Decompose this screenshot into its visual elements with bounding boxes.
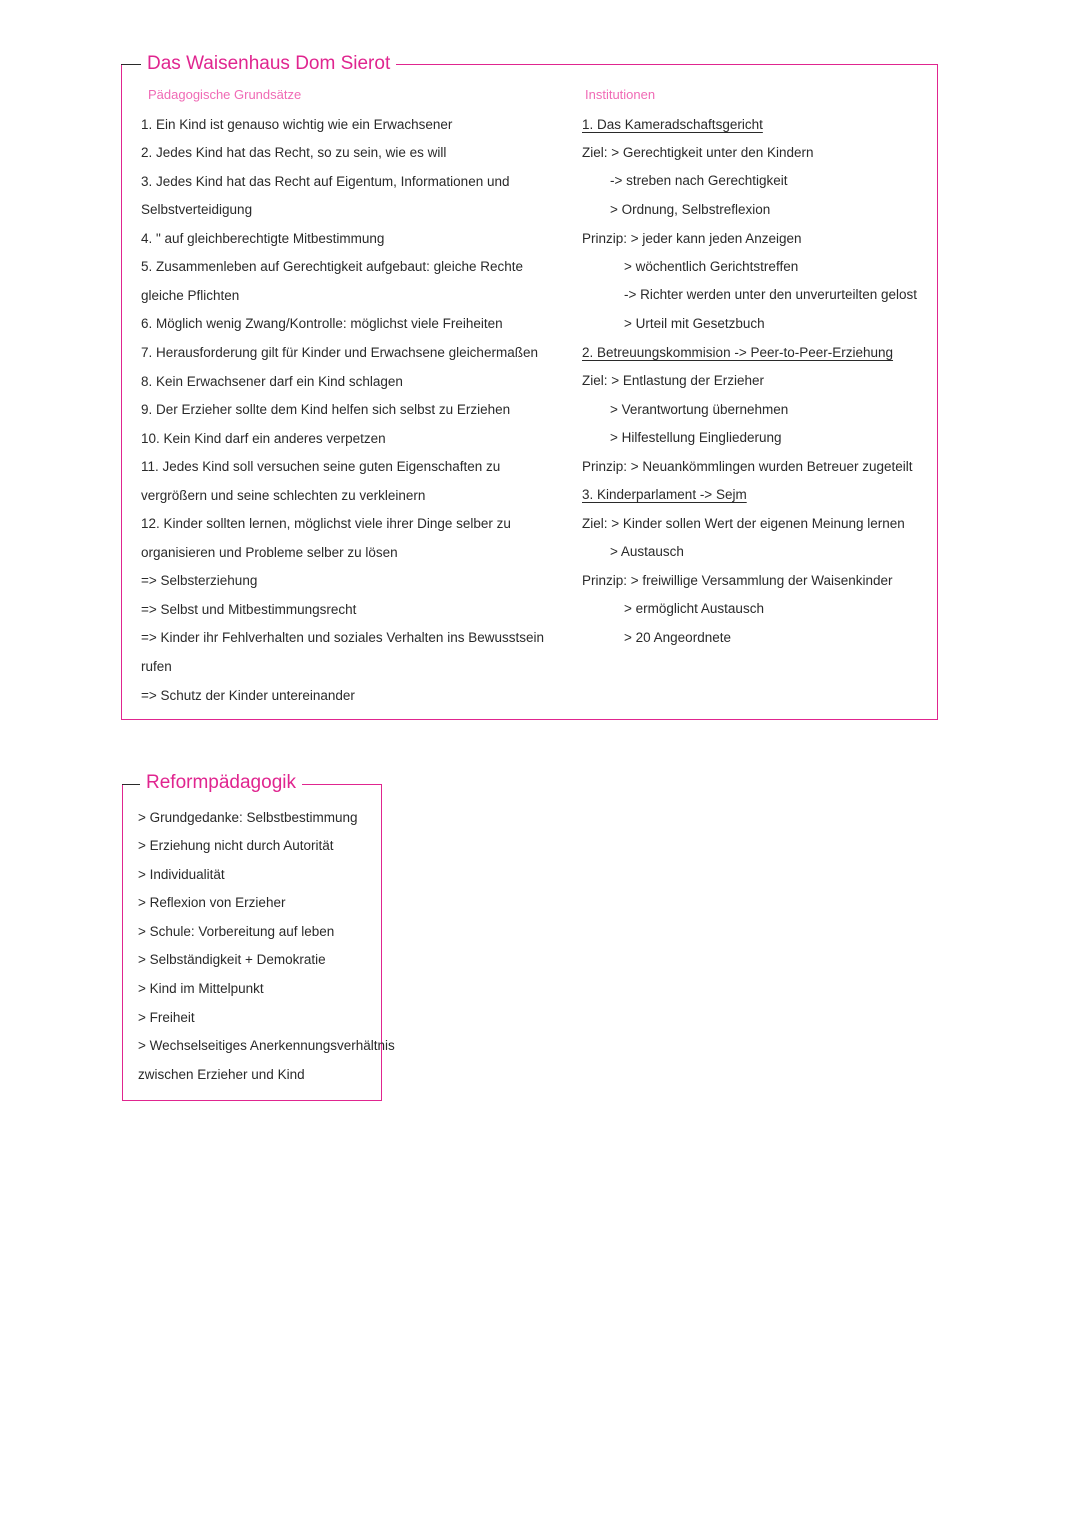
waisenhaus-title: Das Waisenhaus Dom Sierot — [141, 53, 396, 75]
reform-title: Reformpädagogik — [140, 772, 302, 794]
institution-line: > Hilfestellung Eingliederung — [610, 430, 782, 445]
grundsatz-line: 7. Herausforderung gilt für Kinder und Erwachsene gleichermaßen — [141, 345, 538, 360]
institution-line: > wöchentlich Gerichtstreffen — [624, 259, 799, 274]
reform-line: > Erziehung nicht durch Autorität — [138, 838, 334, 853]
institution-line: > Verantwortung übernehmen — [610, 402, 789, 417]
institution-line: -> streben nach Gerechtigkeit — [610, 173, 788, 188]
grundsatz-line: 3. Jedes Kind hat das Recht auf Eigentum, Informationen und — [141, 174, 510, 189]
grundsatz-line: vergrößern und seine schlechten zu verkleinern — [141, 488, 426, 503]
reform-line: > Selbständigkeit + Demokratie — [138, 952, 326, 967]
grundsatz-line: => Selbsterziehung — [141, 573, 258, 588]
grundsatz-line: 11. Jedes Kind soll versuchen seine guten Eigenschaften zu — [141, 459, 501, 474]
grundsatz-line: => Schutz der Kinder untereinander — [141, 688, 355, 703]
institution-line: Ziel: > Entlastung der Erzieher — [582, 373, 764, 388]
grundsatz-line: rufen — [141, 659, 172, 674]
institution-heading: 2. Betreuungskommision -> Peer-to-Peer-Erziehung — [582, 345, 894, 360]
grundsatz-line: organisieren und Probleme selber zu lösen — [141, 545, 398, 560]
reform-line: > Schule: Vorbereitung auf leben — [138, 924, 335, 939]
grundsatz-line: => Selbst und Mitbestimmungsrecht — [141, 602, 357, 617]
grundsatz-line: 12. Kinder sollten lernen, möglichst viele ihrer Dinge selber zu — [141, 516, 511, 531]
grundsatz-line: gleiche Pflichten — [141, 288, 240, 303]
grundsatz-line: 5. Zusammenleben auf Gerechtigkeit aufgebaut: gleiche Rechte — [141, 259, 523, 274]
reform-line: > Reflexion von Erzieher — [138, 895, 286, 910]
institution-line: > Urteil mit Gesetzbuch — [624, 316, 765, 331]
institution-heading: 3. Kinderparlament -> Sejm — [582, 487, 747, 502]
institution-line: > 20 Angeordnete — [624, 630, 731, 645]
reform-line: zwischen Erzieher und Kind — [138, 1067, 305, 1082]
waisenhaus-box — [121, 64, 938, 720]
institution-line: Prinzip: > freiwillige Versammlung der Waisenkinder — [582, 573, 893, 588]
reform-line: > Kind im Mittelpunkt — [138, 981, 264, 996]
grundsatz-line: 6. Möglich wenig Zwang/Kontrolle: möglichst viele Freiheiten — [141, 316, 503, 331]
grundsatz-line: => Kinder ihr Fehlverhalten und soziales Verhalten ins Bewusstsein — [141, 630, 544, 645]
institution-line: > Ordnung, Selbstreflexion — [610, 202, 771, 217]
institution-line: Prinzip: > Neuankömmlingen wurden Betreuer zugeteilt — [582, 459, 913, 474]
grundsatz-line: 2. Jedes Kind hat das Recht, so zu sein, wie es will — [141, 145, 447, 160]
institution-line: Ziel: > Kinder sollen Wert der eigenen Meinung lernen — [582, 516, 905, 531]
grundsatz-line: 8. Kein Erwachsener darf ein Kind schlagen — [141, 374, 403, 389]
institution-line: > Austausch — [610, 544, 684, 559]
grundsatz-line: 9. Der Erzieher sollte dem Kind helfen sich selbst zu Erziehen — [141, 402, 511, 417]
reform-line: > Freiheit — [138, 1010, 195, 1025]
reform-line: > Grundgedanke: Selbstbestimmung — [138, 810, 358, 825]
grundsatz-line: 10. Kein Kind darf ein anderes verpetzen — [141, 431, 386, 446]
reform-line: > Wechselseitiges Anerkennungsverhältnis — [138, 1038, 395, 1053]
institution-heading: 1. Das Kameradschaftsgericht — [582, 117, 763, 132]
grundsatz-line: Selbstverteidigung — [141, 202, 253, 217]
grundsatz-line: 1. Ein Kind ist genauso wichtig wie ein Erwachsener — [141, 117, 453, 132]
institution-line: Ziel: > Gerechtigkeit unter den Kindern — [582, 145, 814, 160]
grundsatz-line: 4. " auf gleichberechtigte Mitbestimmung — [141, 231, 385, 246]
waisenhaus-title-lead — [121, 64, 141, 65]
institutionen-heading: Institutionen — [585, 87, 656, 102]
institution-line: Prinzip: > jeder kann jeden Anzeigen — [582, 231, 802, 246]
institution-line: > ermöglicht Austausch — [624, 601, 764, 616]
grundsaetze-heading: Pädagogische Grundsätze — [148, 87, 302, 102]
reform-title-lead — [122, 784, 140, 785]
reform-line: > Individualität — [138, 867, 225, 882]
institution-line: -> Richter werden unter den unverurteilten gelost — [624, 287, 918, 302]
